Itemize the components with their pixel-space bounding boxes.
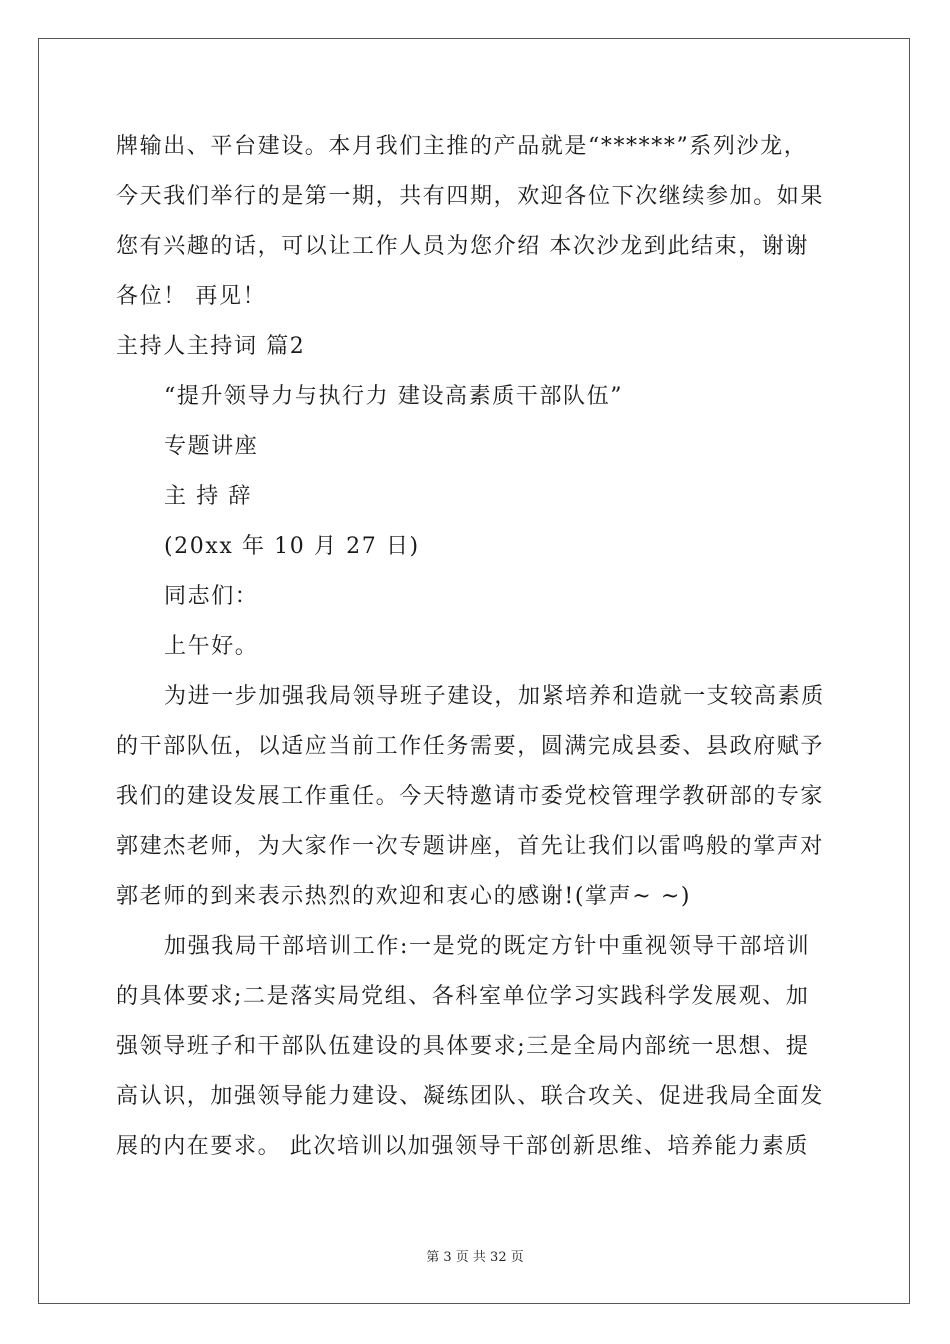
lecture-title: “提升领导力与执行力 建设高素质干部队伍” [164,384,624,409]
greeting: 上午好。 [164,634,259,659]
paragraph-1-line-1: 为进一步加强我局领导班子建设，加紧培养和造就一支较高素质 [164,684,825,709]
paragraph-1-line-4: 郭建杰老师，为大家作一次专题讲座，首先让我们以雷鸣般的掌声对 [116,834,825,859]
text-line-4: 各位！ 再见！ [116,284,267,309]
speech-date: (20xx 年 10 月 27 日) [164,534,420,559]
paragraph-2-line-3: 强领导班子和干部队伍建设的具体要求;三是全局内部统一思想、提 [116,1034,810,1059]
lecture-subtitle: 专题讲座 [164,434,259,459]
paragraph-1-line-3: 我们的建设发展工作重任。今天特邀请市委党校管理学教研部的专家 [116,784,825,809]
paragraph-2-line-2: 的具体要求;二是落实局党组、各科室单位学习实践科学发展观、加 [116,984,810,1009]
paragraph-1-line-5: 郭老师的到来表示热烈的欢迎和衷心的感谢!(掌声~ ~) [116,884,692,909]
salutation: 同志们： [164,584,259,609]
section-heading: 主持人主持词 篇2 [116,334,306,359]
paragraph-2-line-5: 展的内在要求。 此次培训以加强领导干部创新思维、培养能力素质 [116,1134,809,1159]
text-line-2: 今天我们举行的是第一期，共有四期，欢迎各位下次继续参加。如果 [116,184,825,209]
paragraph-2-line-4: 高认识，加强领导能力建设、凝练团队、联合攻关、促进我局全面发 [116,1084,825,1109]
text-line-1: 牌输出、平台建设。本月我们主推的产品就是“******”系列沙龙， [116,134,808,159]
text-line-3: 您有兴趣的话，可以让工作人员为您介绍 本次沙龙到此结束，谢谢 [116,234,809,259]
document-body [116,122,836,1172]
paragraph-1-line-2: 的干部队伍，以适应当前工作任务需要，圆满完成县委、县政府赋予 [116,734,825,759]
page-number-footer: 第 3 页 共 32 页 [426,1250,524,1265]
paragraph-2-line-1: 加强我局干部培训工作:一是党的既定方针中重视领导干部培训 [164,934,811,959]
host-speech-label: 主 持 辞 [164,484,252,509]
